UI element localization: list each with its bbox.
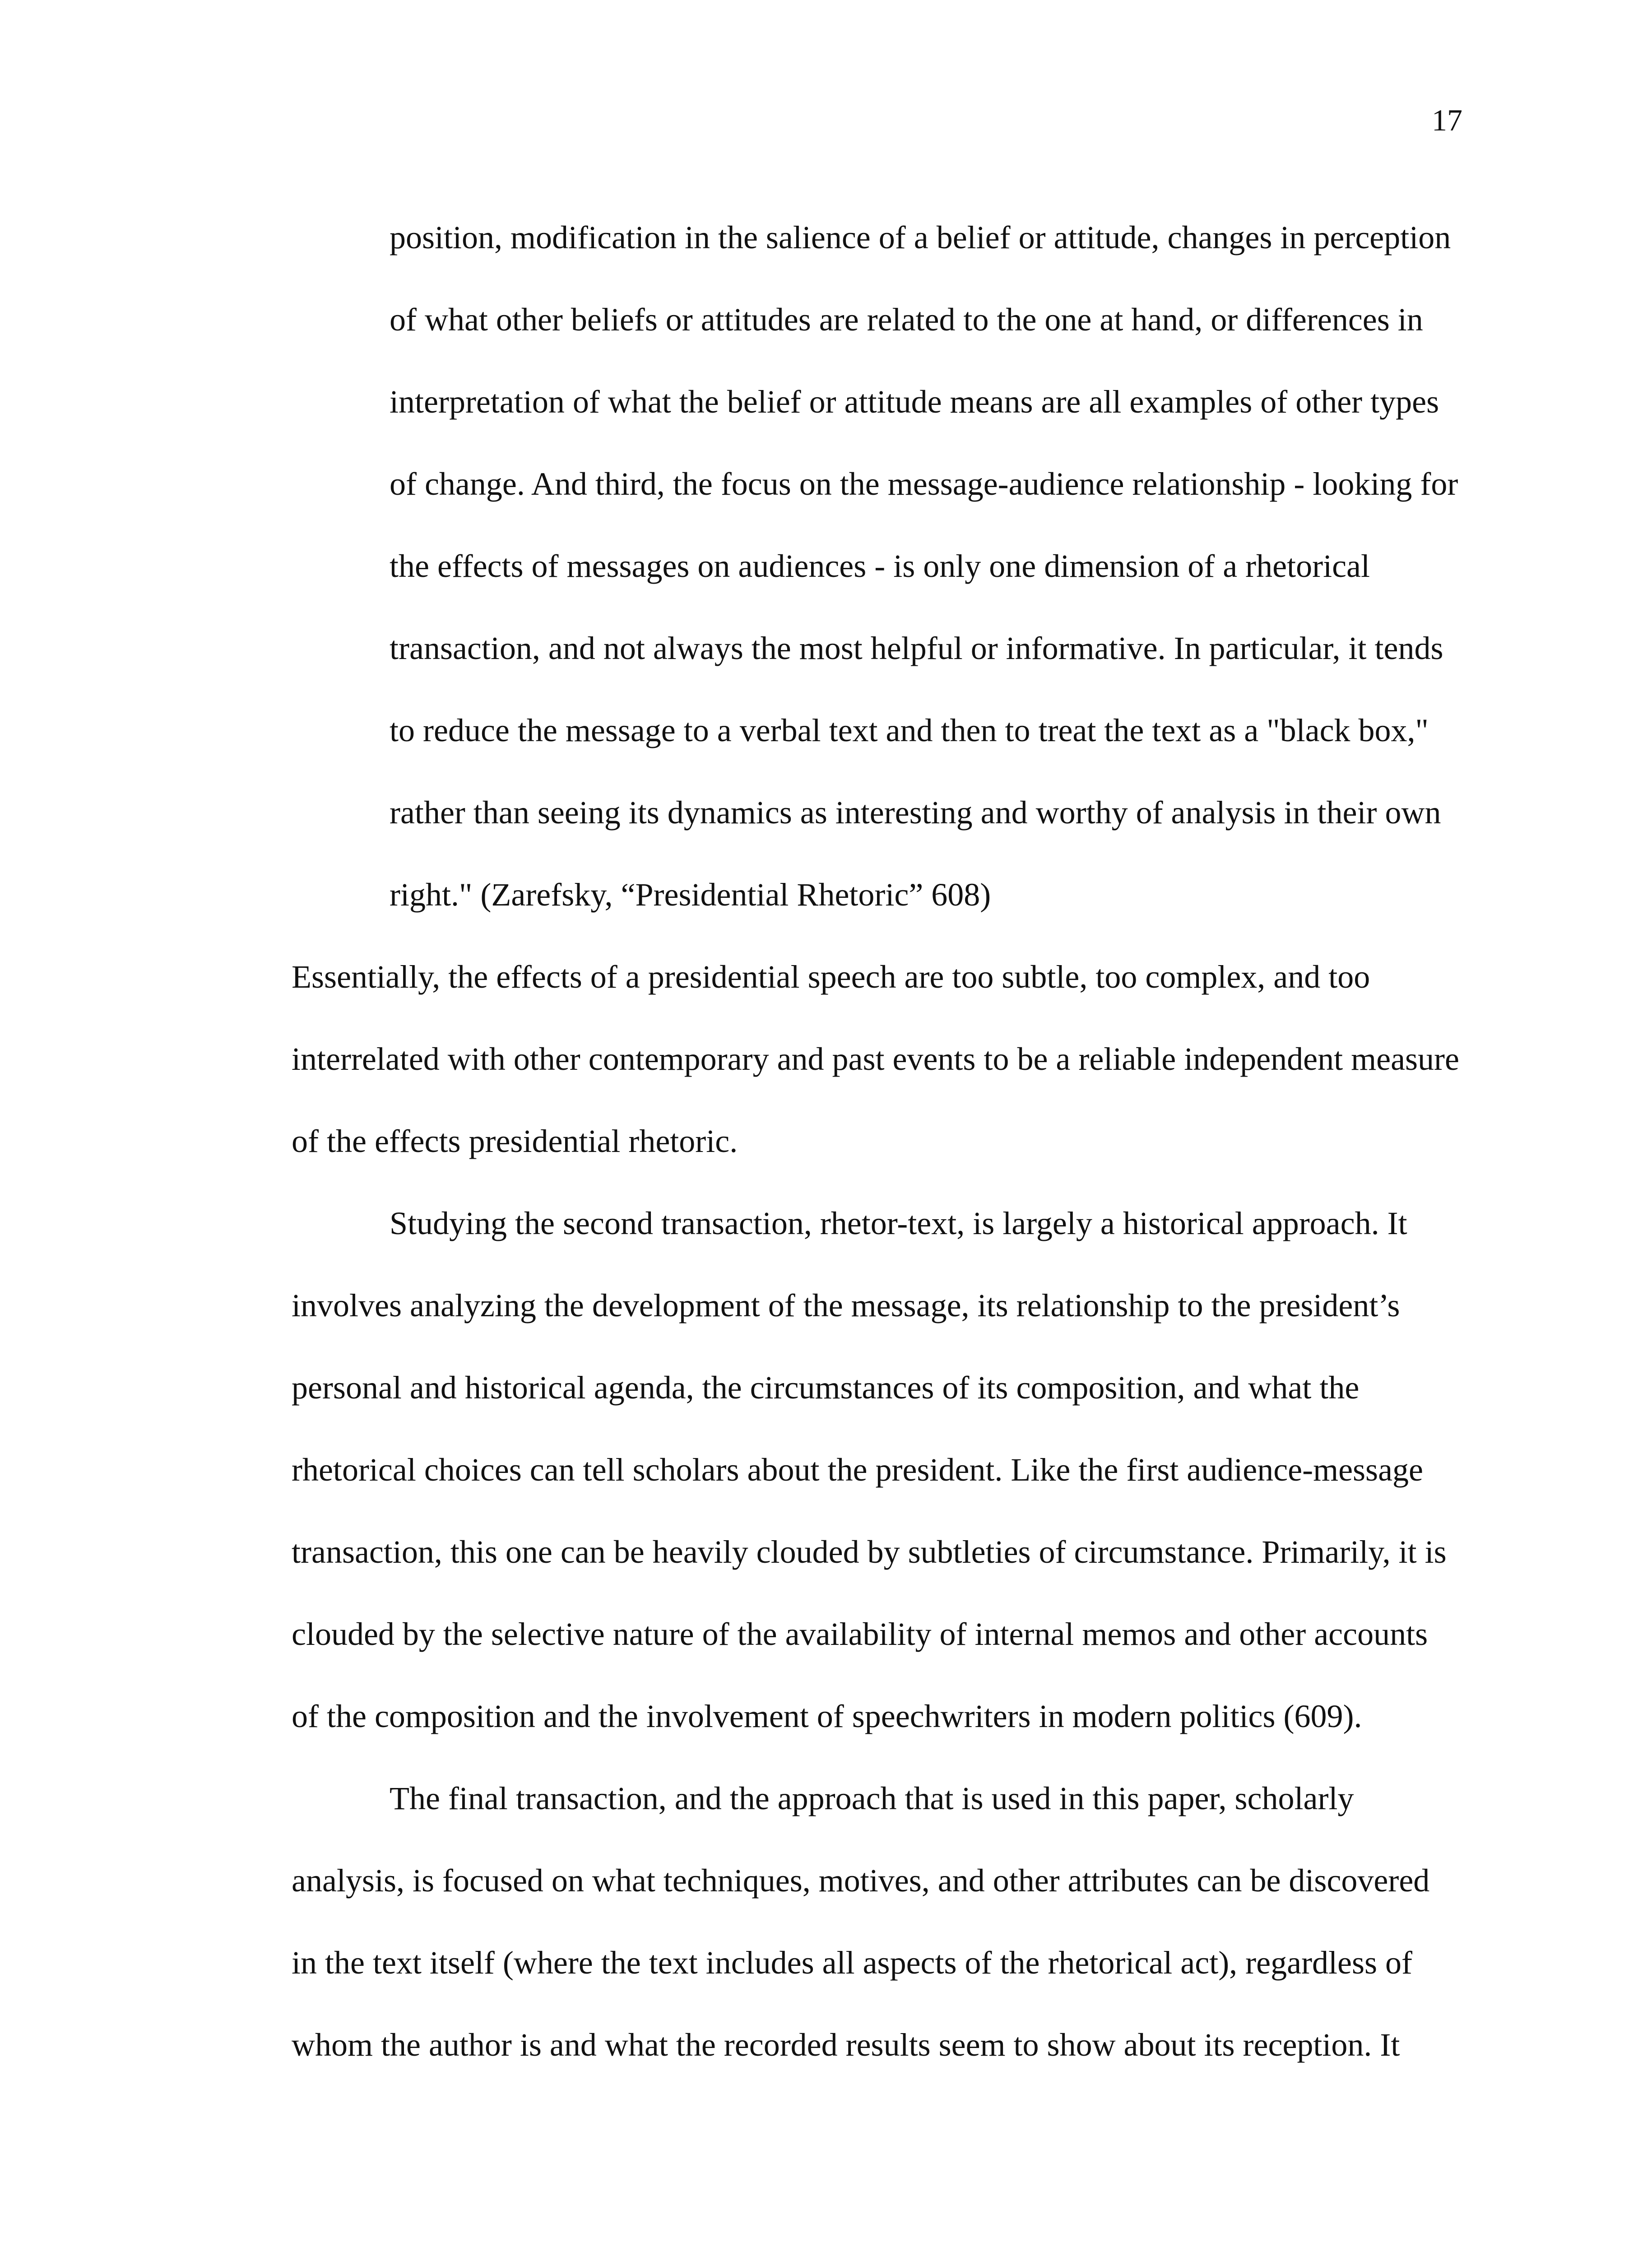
paragraph-line: transaction, this one can be heavily clouded by subtleties of circumstance. Primarily, it is [292, 1534, 1447, 1570]
paragraph-line: personal and historical agenda, the circumstances of its composition, and what the [292, 1370, 1360, 1406]
paragraph-line: of the effects presidential rhetoric. [292, 1123, 738, 1159]
quote-line: rather than seeing its dynamics as interesting and worthy of analysis in their own [390, 794, 1441, 831]
paragraph-line: interrelated with other contemporary and past events to be a reliable independent measure [292, 1041, 1459, 1077]
paragraph-line: of the composition and the involvement of speechwriters in modern politics (609). [292, 1698, 1362, 1734]
quote-line: right." (Zarefsky, “Presidential Rhetoric” 608) [390, 877, 991, 913]
quote-line: of what other beliefs or attitudes are related to the one at hand, or differences in [390, 302, 1423, 338]
quote-line: the effects of messages on audiences - is only one dimension of a rhetorical [390, 548, 1370, 584]
quote-line: transaction, and not always the most helpful or informative. In particular, it tends [390, 630, 1443, 666]
paragraph-line: analysis, is focused on what techniques, motives, and other attributes can be discovered [292, 1862, 1430, 1899]
paragraph-line: whom the author is and what the recorded results seem to show about its reception. It [292, 2027, 1400, 2063]
quote-line: of change. And third, the focus on the message-audience relationship - looking for [390, 466, 1458, 502]
paragraph-line: Studying the second transaction, rhetor-text, is largely a historical approach. It [390, 1205, 1407, 1241]
paragraph-line: in the text itself (where the text includes all aspects of the rhetorical act), regardless of [292, 1945, 1413, 1981]
paragraph-line: The final transaction, and the approach that is used in this paper, scholarly [390, 1780, 1354, 1816]
quote-line: interpretation of what the belief or attitude means are all examples of other types [390, 384, 1439, 420]
paragraph-line: involves analyzing the development of the message, its relationship to the president’s [292, 1287, 1400, 1324]
paragraph-line: clouded by the selective nature of the availability of internal memos and other accounts [292, 1616, 1428, 1652]
paragraph-line: rhetorical choices can tell scholars about the president. Like the first audience-message [292, 1452, 1423, 1488]
paragraph-line: Essentially, the effects of a presidential speech are too subtle, too complex, and too [292, 959, 1370, 995]
page-number: 17 [1432, 103, 1462, 137]
quote-line: position, modification in the salience of a belief or attitude, changes in perception [390, 219, 1451, 255]
quote-line: to reduce the message to a verbal text and then to treat the text as a "black box," [390, 712, 1429, 748]
